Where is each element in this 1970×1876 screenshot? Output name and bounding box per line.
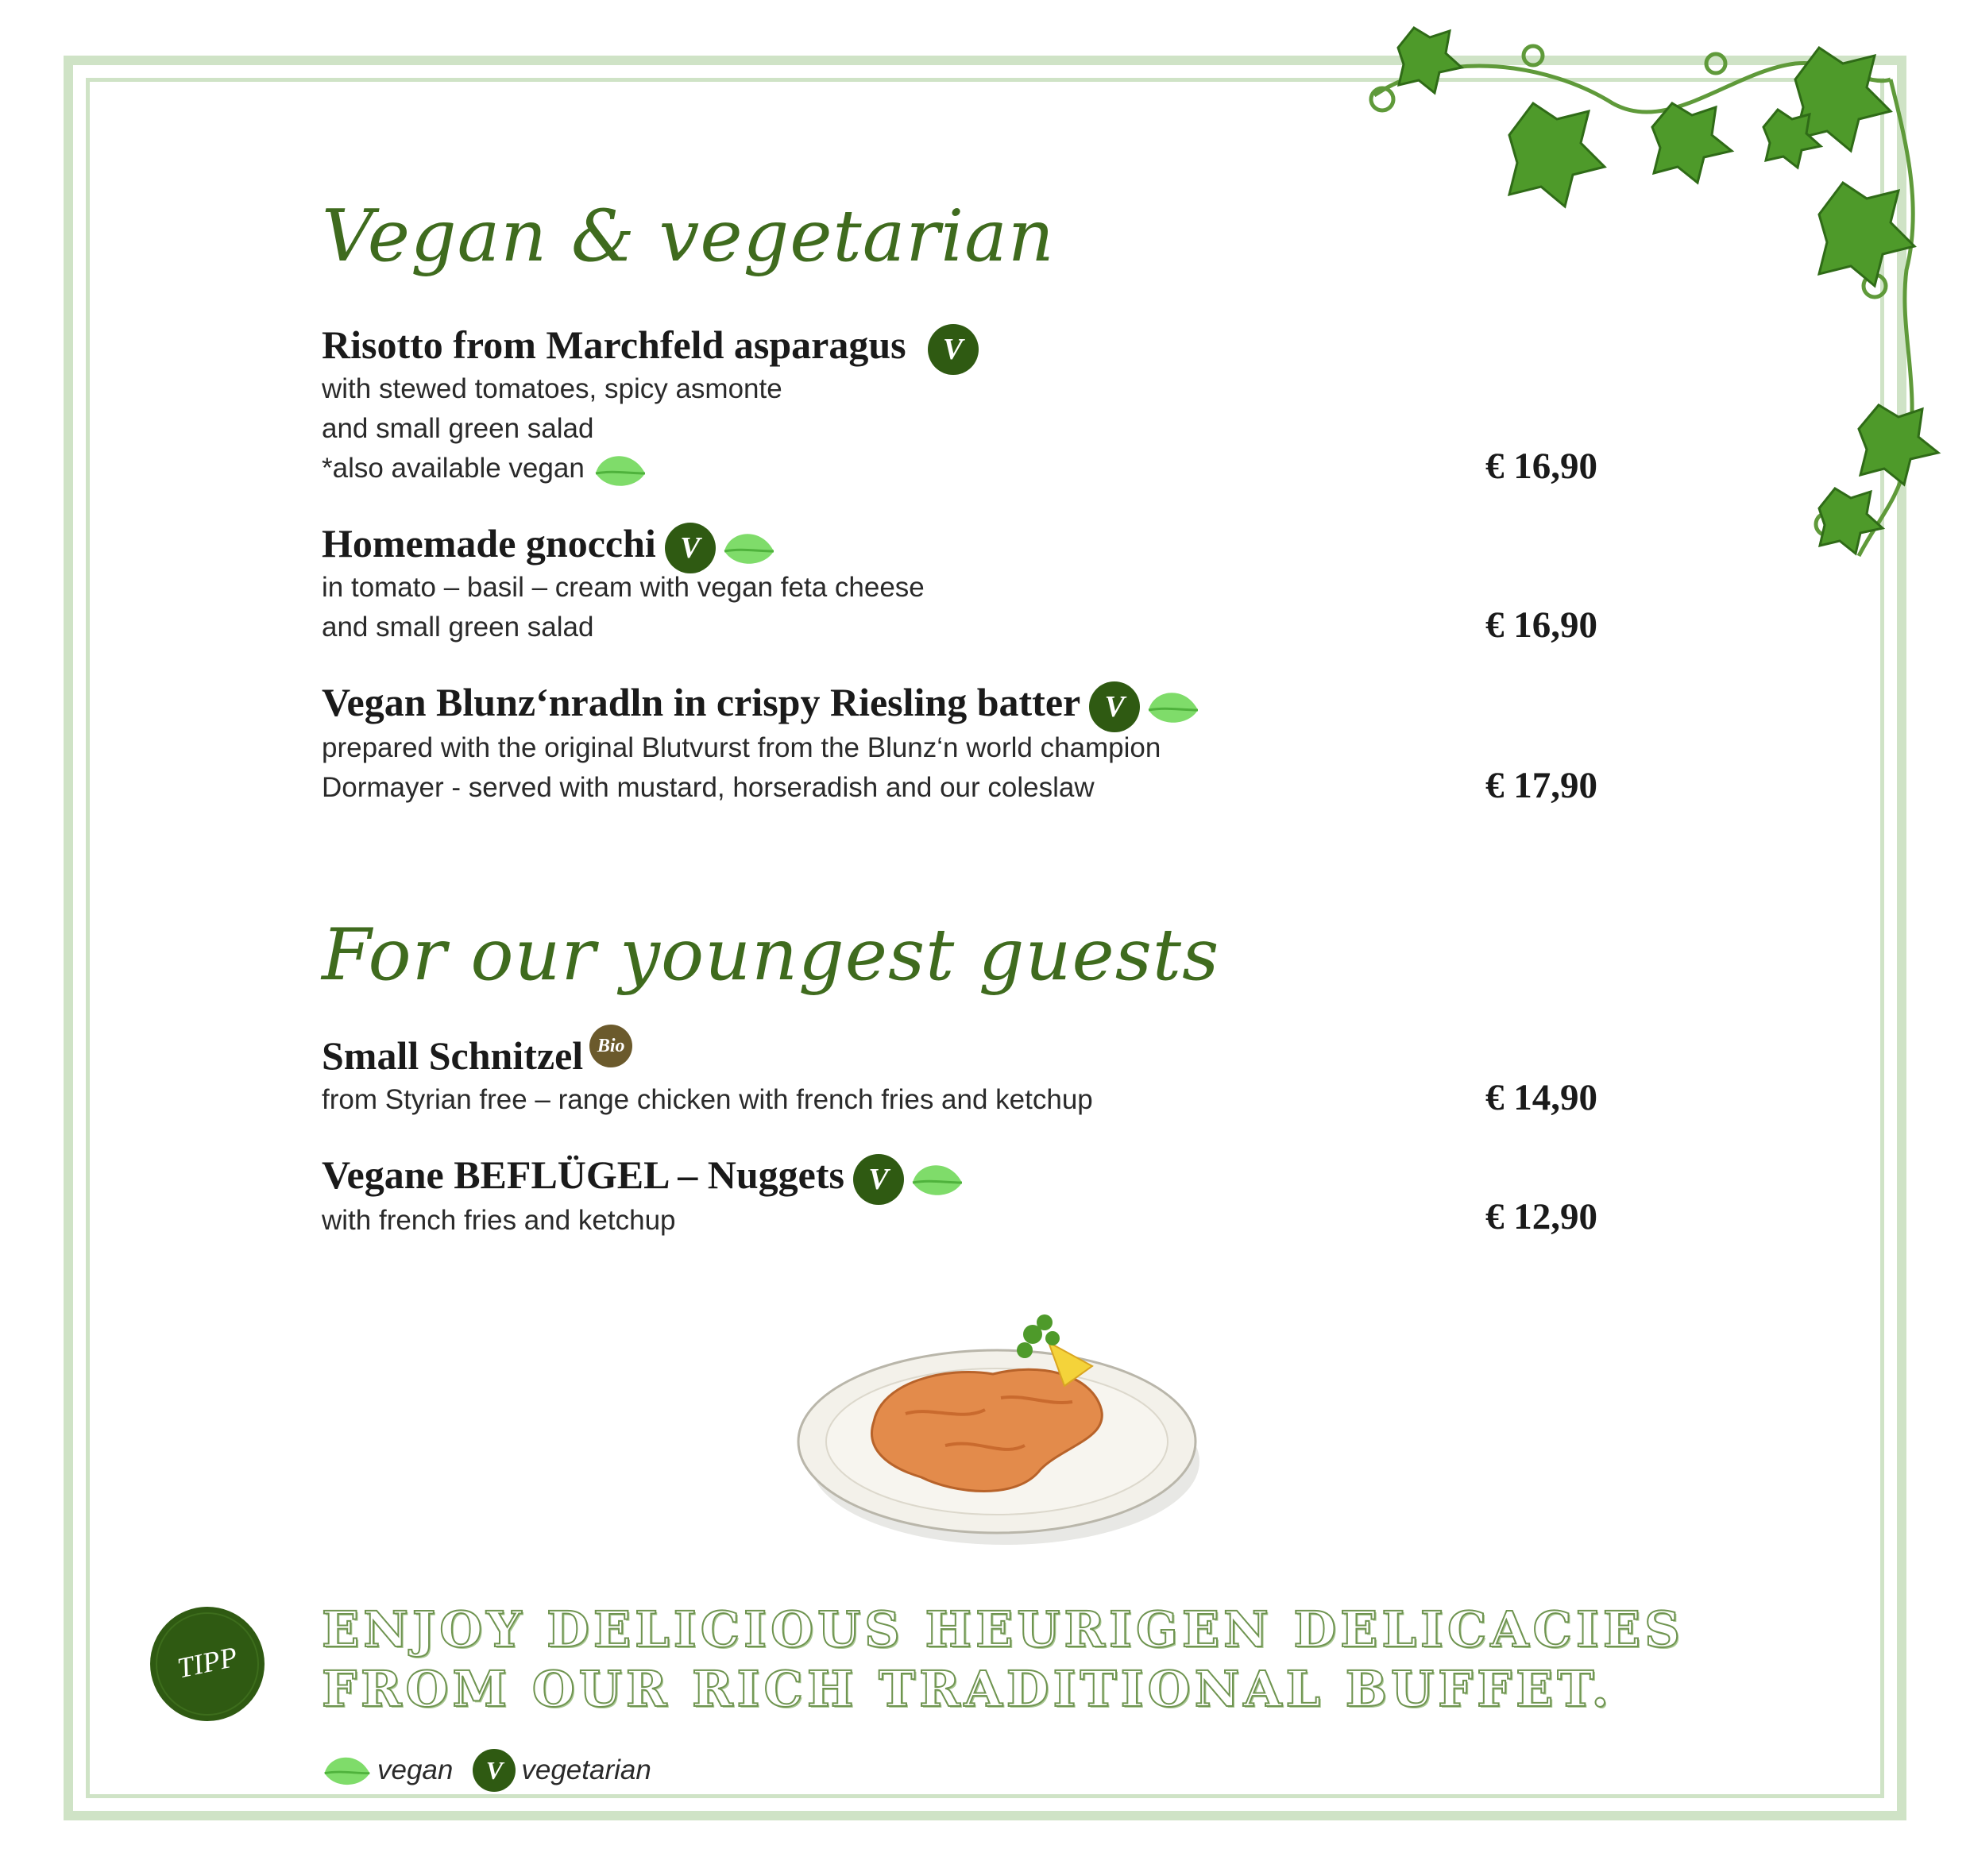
menu-item-price: € 16,90 [1485, 604, 1597, 646]
vegan-leaf-icon [1145, 686, 1201, 728]
menu-item-price: € 17,90 [1485, 765, 1597, 806]
bio-icon: Bio [589, 1025, 632, 1067]
menu-item-name: Homemade gnocchi V [322, 520, 777, 571]
menu-item-desc: prepared with the original Blutvurst from the Blunz‘n world champion Dormayer - served with mustard, horseradish and our coleslaw [322, 732, 1161, 803]
menu-item-desc: in tomato – basil – cream with vegan feta cheese and small green salad [322, 572, 925, 643]
vegan-leaf-icon [910, 1159, 965, 1200]
vegan-leaf-icon [322, 1751, 373, 1789]
legend [322, 1751, 651, 1789]
legend-vegetarian-label: vegetarian [521, 1754, 651, 1785]
menu-item-name: Small Schnitzel Bio [322, 1033, 632, 1079]
menu-item-price: € 12,90 [1485, 1196, 1597, 1237]
menu-item-desc: with french fries and ketchup [322, 1205, 676, 1236]
vegan-leaf-icon [593, 450, 648, 491]
vegetarian-v-icon: V [475, 1751, 513, 1789]
vegetarian-v-icon: V [667, 525, 713, 571]
vegan-leaf-icon [721, 527, 777, 569]
menu-item-price: € 16,90 [1485, 446, 1597, 487]
vegetarian-v-icon: V [930, 326, 976, 372]
schnitzel-plate-illustration [786, 1287, 1215, 1557]
legend-vegan-label: vegan [377, 1754, 454, 1785]
section-title-vegan: Vegan & vegetarian [322, 195, 1055, 278]
tipp-label: TIPP [174, 1640, 241, 1685]
menu-item-price: € 14,90 [1485, 1077, 1597, 1118]
menu-item-name: Vegan Blunz‘nradln in crispy Riesling batter V [322, 679, 1201, 730]
vegetarian-v-icon: V [1091, 684, 1138, 730]
menu-item-name: Vegane BEFLÜGEL – Nuggets V [322, 1152, 965, 1202]
vegetarian-v-icon: V [856, 1156, 902, 1202]
vine-decoration-icon [1350, 16, 1970, 572]
tipp-text-line2: FROM OUR RICH TRADITIONAL BUFFET. [322, 1660, 1613, 1718]
menu-item-name: Risotto from Marchfeld asparagus V [322, 322, 976, 372]
menu-item-desc: from Styrian free – range chicken with french fries and ketchup [322, 1084, 1093, 1115]
tipp-text-line1: ENJOY DELICIOUS HEURIGEN DELICACIES [322, 1600, 1684, 1658]
section-title-kids: For our youngest guests [322, 913, 1220, 997]
menu-item-desc: with stewed tomatoes, spicy asmonte and small green salad *also available vegan [322, 369, 782, 491]
